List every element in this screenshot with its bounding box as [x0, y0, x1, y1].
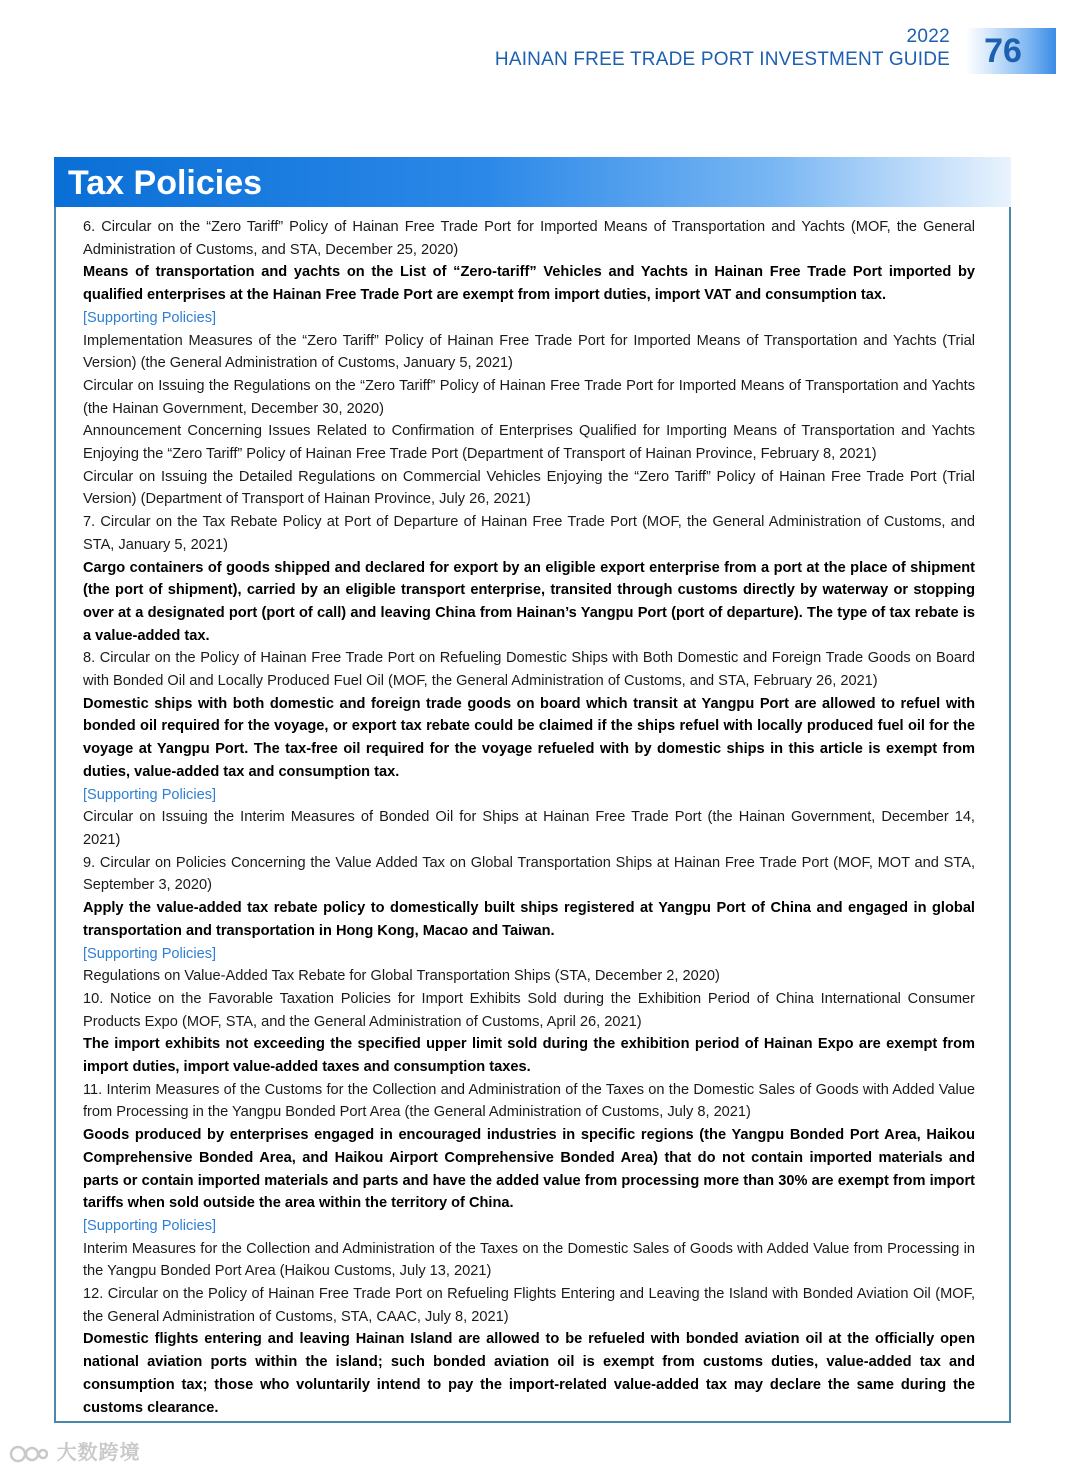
supporting-policies-label: [Supporting Policies]: [83, 1217, 217, 1234]
supporting-policies-label: [Supporting Policies]: [83, 309, 217, 326]
policy-item: 6. Circular on the “Zero Tariff” Policy of Hainan Free Trade Port for Imported Means of Transportation and Yachts (MOF, the General Administration of Customs, and STA, December 25, 2020): [83, 219, 975, 258]
supporting-policies-label: [Supporting Policies]: [83, 786, 217, 803]
policy-item: Interim Measures for the Collection and Administration of the Taxes on the Domestic Sales of Goods with Added Value from Processing in the Yangpu Bonded Port Area (Haikou Customs, July 13, 2021): [83, 1240, 975, 1280]
supporting-policies-label: [Supporting Policies]: [83, 945, 217, 962]
policy-item: 7. Circular on the Tax Rebate Policy at Port of Departure of Hainan Free Trade Port (MOF, the General Administration of Customs, and STA, January 5, 2021): [83, 514, 975, 553]
policy-item: Circular on Issuing the Regulations on the “Zero Tariff” Policy of Hainan Free Trade Port for Imported Means of Transportation and Yachts (the Hainan Government, December 30, 2020): [83, 377, 975, 417]
guide-title: HAINAN FREE TRADE PORT INVESTMENT GUIDE: [494, 49, 950, 70]
policy-item: 9. Circular on Policies Concerning the Value Added Tax on Global Transportation Ships at Hainan Free Trade Port (MOF, MOT and STA, September 3, 2020): [83, 854, 975, 894]
policy-item: Regulations on Value-Added Tax Rebate for Global Transportation Ships (STA, December 2, 2020): [83, 968, 720, 985]
policy-text: [83, 216, 975, 1419]
policy-summary: Domestic ships with both domestic and foreign trade goods on board which transit at Yangpu Port are allowed to refuel with bonded oil required for the voyage, or export tax rebate could be claimed if the ships refuel with locally produced fuel oil for the voyage at Yangpu Port. The tax-free oil required for the voyage refueled with by domestic ships in this article is exempt from duties, value-added tax and consumption tax.: [83, 695, 975, 780]
policy-summary: Means of transportation and yachts on the List of “Zero-tariff” Vehicles and Yachts in Hainan Free Trade Port imported by qualified enterprises at the Hainan Free Trade Port are exempt from import duties, import VAT and consumption tax.: [83, 264, 975, 304]
policy-item: Circular on Issuing the Detailed Regulations on Commercial Vehicles Enjoying the “Zero Tariff” Policy of Hainan Free Trade Port (Trial Version) (Department of Transport of Hainan Province, July 26, 2021): [83, 468, 975, 508]
policy-item: 8. Circular on the Policy of Hainan Free Trade Port on Refueling Domestic Ships with Both Domestic and Foreign Trade Goods on Board with Bonded Oil and Locally Produced Fuel Oil (MOF, the General Administration of Customs, and STA, February 26, 2021): [83, 650, 975, 690]
policy-summary: Apply the value-added tax rebate policy to domestically built ships registered at Yangpu Port of China and engaged in global transportation and transportation in Hong Kong, Macao and Taiwan.: [83, 900, 975, 939]
policy-item: 10. Notice on the Favorable Taxation Policies for Import Exhibits Sold during the Exhibition Period of China International Consumer Products Expo (MOF, STA, and the General Administration of Customs, April 26, 2021): [83, 990, 975, 1030]
header-year: 2022: [906, 26, 950, 47]
policy-item: Circular on Issuing the Interim Measures of Bonded Oil for Ships at Hainan Free Trade Port (the Hainan Government, December 14, 2021): [83, 809, 975, 848]
policy-item: 12. Circular on the Policy of Hainan Free Trade Port on Refueling Flights Entering and Leaving the Island with Bonded Aviation Oil (MOF, the General Administration of Customs, STA, CAAC, July 8, 2021): [83, 1286, 975, 1325]
policy-summary: The import exhibits not exceeding the specified upper limit sold during the exhibition period of Hainan Expo are exempt from import duties, import value-added taxes and consumption taxes.: [83, 1036, 975, 1076]
policy-summary: Cargo containers of goods shipped and declared for export by an eligible export enterprise from a port at the place of shipment (the port of shipment), carried by an eligible transport enterprise, transited through customs directly by waterway or stopping over at a designated port (port of call) and leaving China from Hainan’s Yangpu Port (port of departure). The type of tax rebate is a value-added tax.: [83, 559, 975, 644]
watermark: [8, 1436, 141, 1465]
policy-item: Implementation Measures of the “Zero Tariff” Policy of Hainan Free Trade Port for Imported Means of Transportation and Yachts (Trial Version) (the General Administration of Customs, January 5, 2021): [83, 332, 975, 372]
policy-summary: Domestic flights entering and leaving Hainan Island are allowed to be refueled with bonded aviation oil at the officially open national aviation ports within the island; such bonded aviation oil is exempt from customs duties, value-added tax and consumption tax; those who voluntarily intend to pay the import-related value-added tax may declare the same during the customs clearance.: [83, 1331, 975, 1416]
watermark-text: 大数跨境: [56, 1442, 141, 1464]
policy-item: Announcement Concerning Issues Related to Confirmation of Enterprises Qualified for Importing Means of Transportation and Yachts Enjoying the “Zero Tariff” Policy of Hainan Free Trade Port (Department of Transport of Hainan Province, February 8, 2021): [83, 423, 975, 463]
policy-summary: Goods produced by enterprises engaged in encouraged industries in specific regions (the Yangpu Bonded Port Area, Haikou Comprehensive Bonded Area, and Haikou Airport Comprehensive Bonded Area) that do not contain imported materials and parts or contain imported materials and parts and have the added value from processing more than 30% are exempt from import tariffs when sold outside the area within the territory of China.: [83, 1127, 975, 1212]
policy-item: 11. Interim Measures of the Customs for the Collection and Administration of the Taxes on the Domestic Sales of Goods with Added Value from Processing in the Yangpu Bonded Port Area (the General Administration of Customs, July 8, 2021): [83, 1081, 975, 1121]
section-title: Tax Policies: [68, 164, 263, 202]
watermark-logo-icon: [8, 1443, 48, 1465]
page-number: 76: [984, 32, 1022, 70]
